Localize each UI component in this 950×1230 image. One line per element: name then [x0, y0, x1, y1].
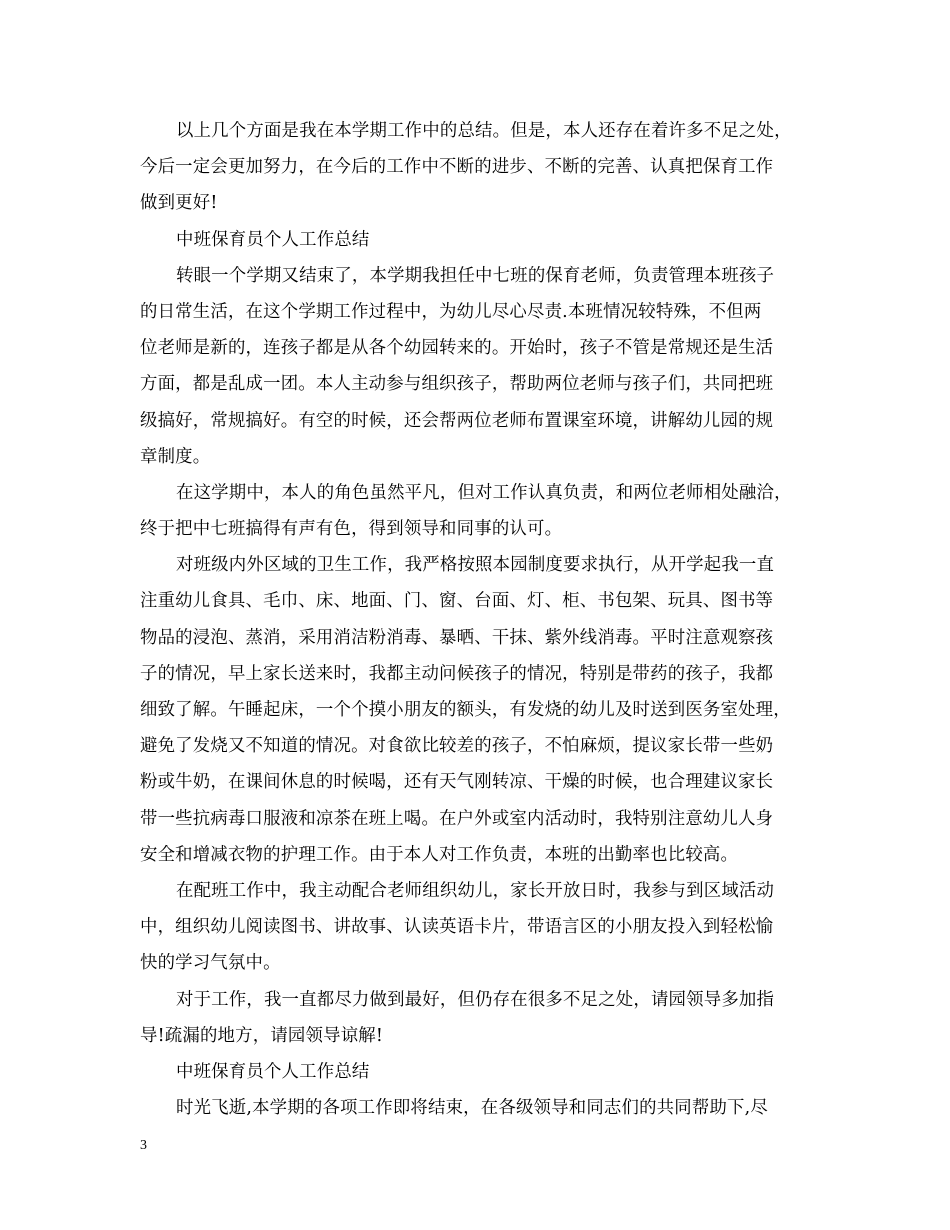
text-line: 注重幼儿食具、毛巾、床、地面、门、窗、台面、灯、柜、书包架、玩具、图书等 — [140, 591, 774, 612]
text-line: 章制度。 — [140, 446, 211, 467]
text-line: 避免了发烧又不知道的情况。对食欲比较差的孩子，不怕麻烦，提议家长带一些奶 — [140, 736, 774, 757]
text-line: 导!疏漏的地方，请园领导谅解! — [140, 1025, 384, 1046]
text-line: 快的学习气氛中。 — [140, 953, 281, 974]
text-line: 方面，都是乱成一团。本人主动参与组织孩子，帮助两位老师与孩子们，共同把班 — [140, 374, 774, 395]
text-line: 的日常生活，在这个学期工作过程中，为幼儿尽心尽责.本班情况较特殊，不但两 — [140, 301, 762, 322]
page-number: 3 — [140, 1138, 147, 1153]
text-line: 中班保育员个人工作总结 — [176, 229, 370, 250]
text-line: 细致了解。午睡起床，一个个摸小朋友的额头，有发烧的幼儿及时送到医务室处理， — [140, 700, 791, 720]
text-line: 对班级内外区域的卫生工作，我严格按照本园制度要求执行，从开学起我一直 — [176, 555, 775, 576]
text-line: 在配班工作中，我主动配合老师组织幼儿，家长开放日时，我参与到区域活动 — [176, 880, 775, 901]
text-line: 今后一定会更加努力，在今后的工作中不断的进步、不断的完善、认真把保育工作 — [140, 157, 774, 178]
text-line: 粉或牛奶，在课间休息的时候喝，还有天气刚转凉、干燥的时候，也合理建议家长 — [140, 772, 774, 793]
text-line: 时光飞逝,本学期的各项工作即将结束，在各级领导和同志们的共同帮助下,尽 — [176, 1098, 768, 1119]
text-line: 对于工作，我一直都尽力做到最好，但仍存在很多不足之处，请园领导多加指 — [176, 989, 775, 1010]
text-line: 转眼一个学期又结束了，本学期我担任中七班的保育老师，负责管理本班孩子 — [176, 265, 775, 286]
text-line: 中班保育员个人工作总结 — [176, 1061, 370, 1082]
text-line: 安全和增减衣物的护理工作。由于本人对工作负责，本班的出勤率也比较高。 — [140, 844, 739, 865]
document-body — [140, 113, 832, 1126]
text-line: 做到更好! — [140, 193, 218, 214]
text-line: 级搞好，常规搞好。有空的时候，还会帮两位老师布置课室环境，讲解幼儿园的规 — [140, 410, 774, 431]
text-line: 位老师是新的，连孩子都是从各个幼园转来的。开始时，孩子不管是常规还是生活 — [140, 338, 774, 359]
text-line: 终于把中七班搞得有声有色，得到领导和同事的认可。 — [140, 519, 563, 540]
text-line: 以上几个方面是我在本学期工作中的总结。但是，本人还存在着许多不足之处， — [176, 121, 792, 141]
text-line: 物品的浸泡、蒸消，采用消洁粉消毒、暴晒、干抹、紫外线消毒。平时注意观察孩 — [140, 627, 774, 648]
text-line: 带一些抗病毒口服液和凉茶在班上喝。在户外或室内活动时，我特别注意幼儿人身 — [140, 808, 774, 829]
text-line: 子的情况，早上家长送来时，我都主动问候孩子的情况，特别是带药的孩子，我都 — [140, 663, 774, 684]
text-line: 在这学期中，本人的角色虽然平凡，但对工作认真负责，和两位老师相处融洽， — [176, 482, 792, 503]
text-line: 中，组织幼儿阅读图书、讲故事、认读英语卡片，带语言区的小朋友投入到轻松愉 — [140, 917, 774, 938]
